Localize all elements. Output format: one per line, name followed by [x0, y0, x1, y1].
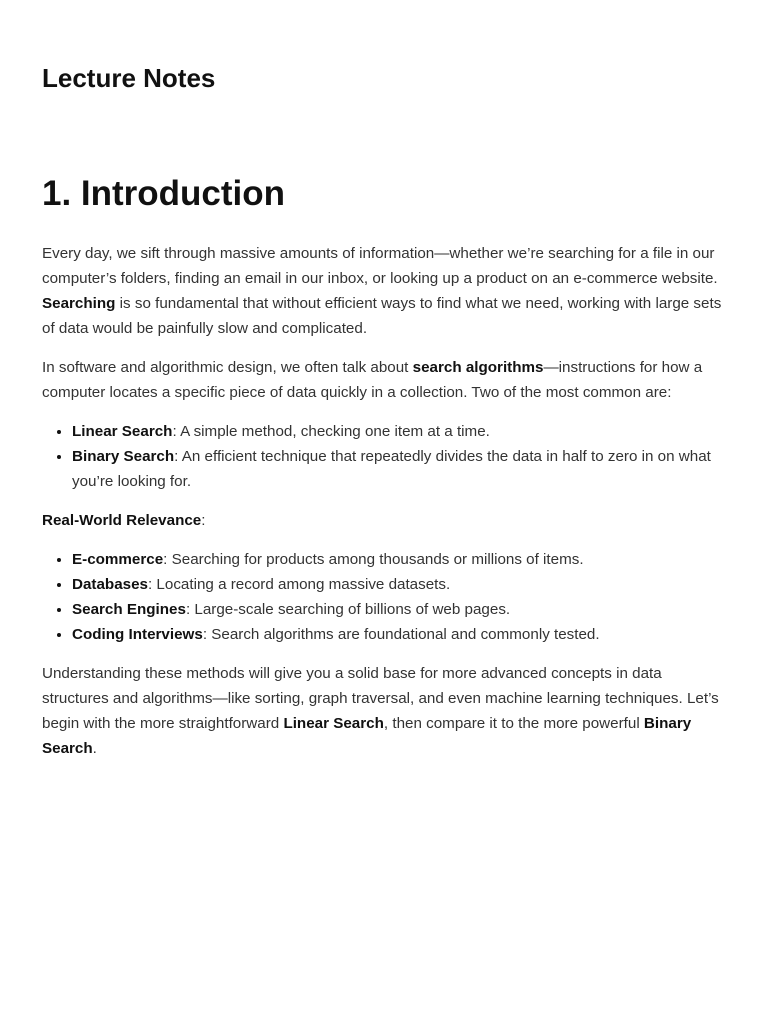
relevance-label-line — [42, 508, 732, 533]
list-item-desc: : An efficient technique that repeatedly divides the data in half to zero in on what you’re looking for. — [72, 448, 711, 490]
list-item-desc: : A simple method, checking one item at a time. — [172, 423, 490, 440]
list-item-desc: : Large-scale searching of billions of web pages. — [185, 601, 511, 618]
conclusion-bold-binary: Binary Search — [42, 715, 692, 757]
list-item-term: Coding Interviews — [72, 626, 203, 643]
conclusion-text-1: Understanding these methods will give you a solid base for more advanced concepts in data structures and algorithms—like sorting, graph traversal, and even machine learning techniques. Let’s begin with the more straightforward — [42, 665, 719, 732]
algorithms-list — [42, 419, 732, 494]
conclusion-bold-linear: Linear Search — [283, 715, 384, 732]
list-item-desc: : Search algorithms are foundational and commonly tested. — [202, 626, 600, 643]
conclusion-text-2: , then compare it to the more powerful — [383, 715, 644, 732]
algorithms-text-1: In software and algorithmic design, we often talk about — [42, 359, 413, 376]
intro-paragraph — [42, 241, 732, 341]
relevance-colon: : — [201, 512, 206, 529]
relevance-list — [42, 547, 732, 647]
intro-text-1: Every day, we sift through massive amounts of information—whether we’re searching for a file in our computer’s folders, finding an email in our inbox, or looking up a product on an e-commerce website. — [42, 245, 718, 287]
list-item — [72, 419, 732, 444]
list-item-desc: : Searching for products among thousands or millions of items. — [163, 551, 584, 568]
list-item — [72, 444, 732, 494]
list-item — [72, 622, 732, 647]
relevance-label: Real-World Relevance — [42, 512, 202, 529]
list-item-term: Binary Search — [72, 448, 175, 465]
document-title: Lecture Notes — [42, 63, 216, 93]
list-item — [72, 572, 732, 597]
intro-text-2: is so fundamental that without efficient ways to find what we need, working with large sets of data would be painfully slow and complicated. — [42, 295, 722, 337]
list-item — [72, 547, 732, 572]
intro-bold-searching: Searching — [42, 295, 116, 312]
section-heading: 1. Introduction — [42, 174, 286, 213]
list-item-term: Linear Search — [72, 423, 173, 440]
algorithms-bold-term: search algorithms — [412, 359, 544, 376]
list-item-term: E-commerce — [72, 551, 164, 568]
conclusion-paragraph — [42, 661, 732, 761]
section-body — [42, 241, 732, 775]
algorithms-text-2: —instructions for how a computer locates a specific piece of data quickly in a collection. Two of the most common are: — [42, 359, 703, 401]
list-item — [72, 597, 732, 622]
list-item-term: Databases — [72, 576, 148, 593]
conclusion-text-3: . — [92, 740, 97, 757]
algorithms-paragraph — [42, 355, 732, 405]
list-item-desc: : Locating a record among massive datasets. — [147, 576, 451, 593]
list-item-term: Search Engines — [72, 601, 186, 618]
